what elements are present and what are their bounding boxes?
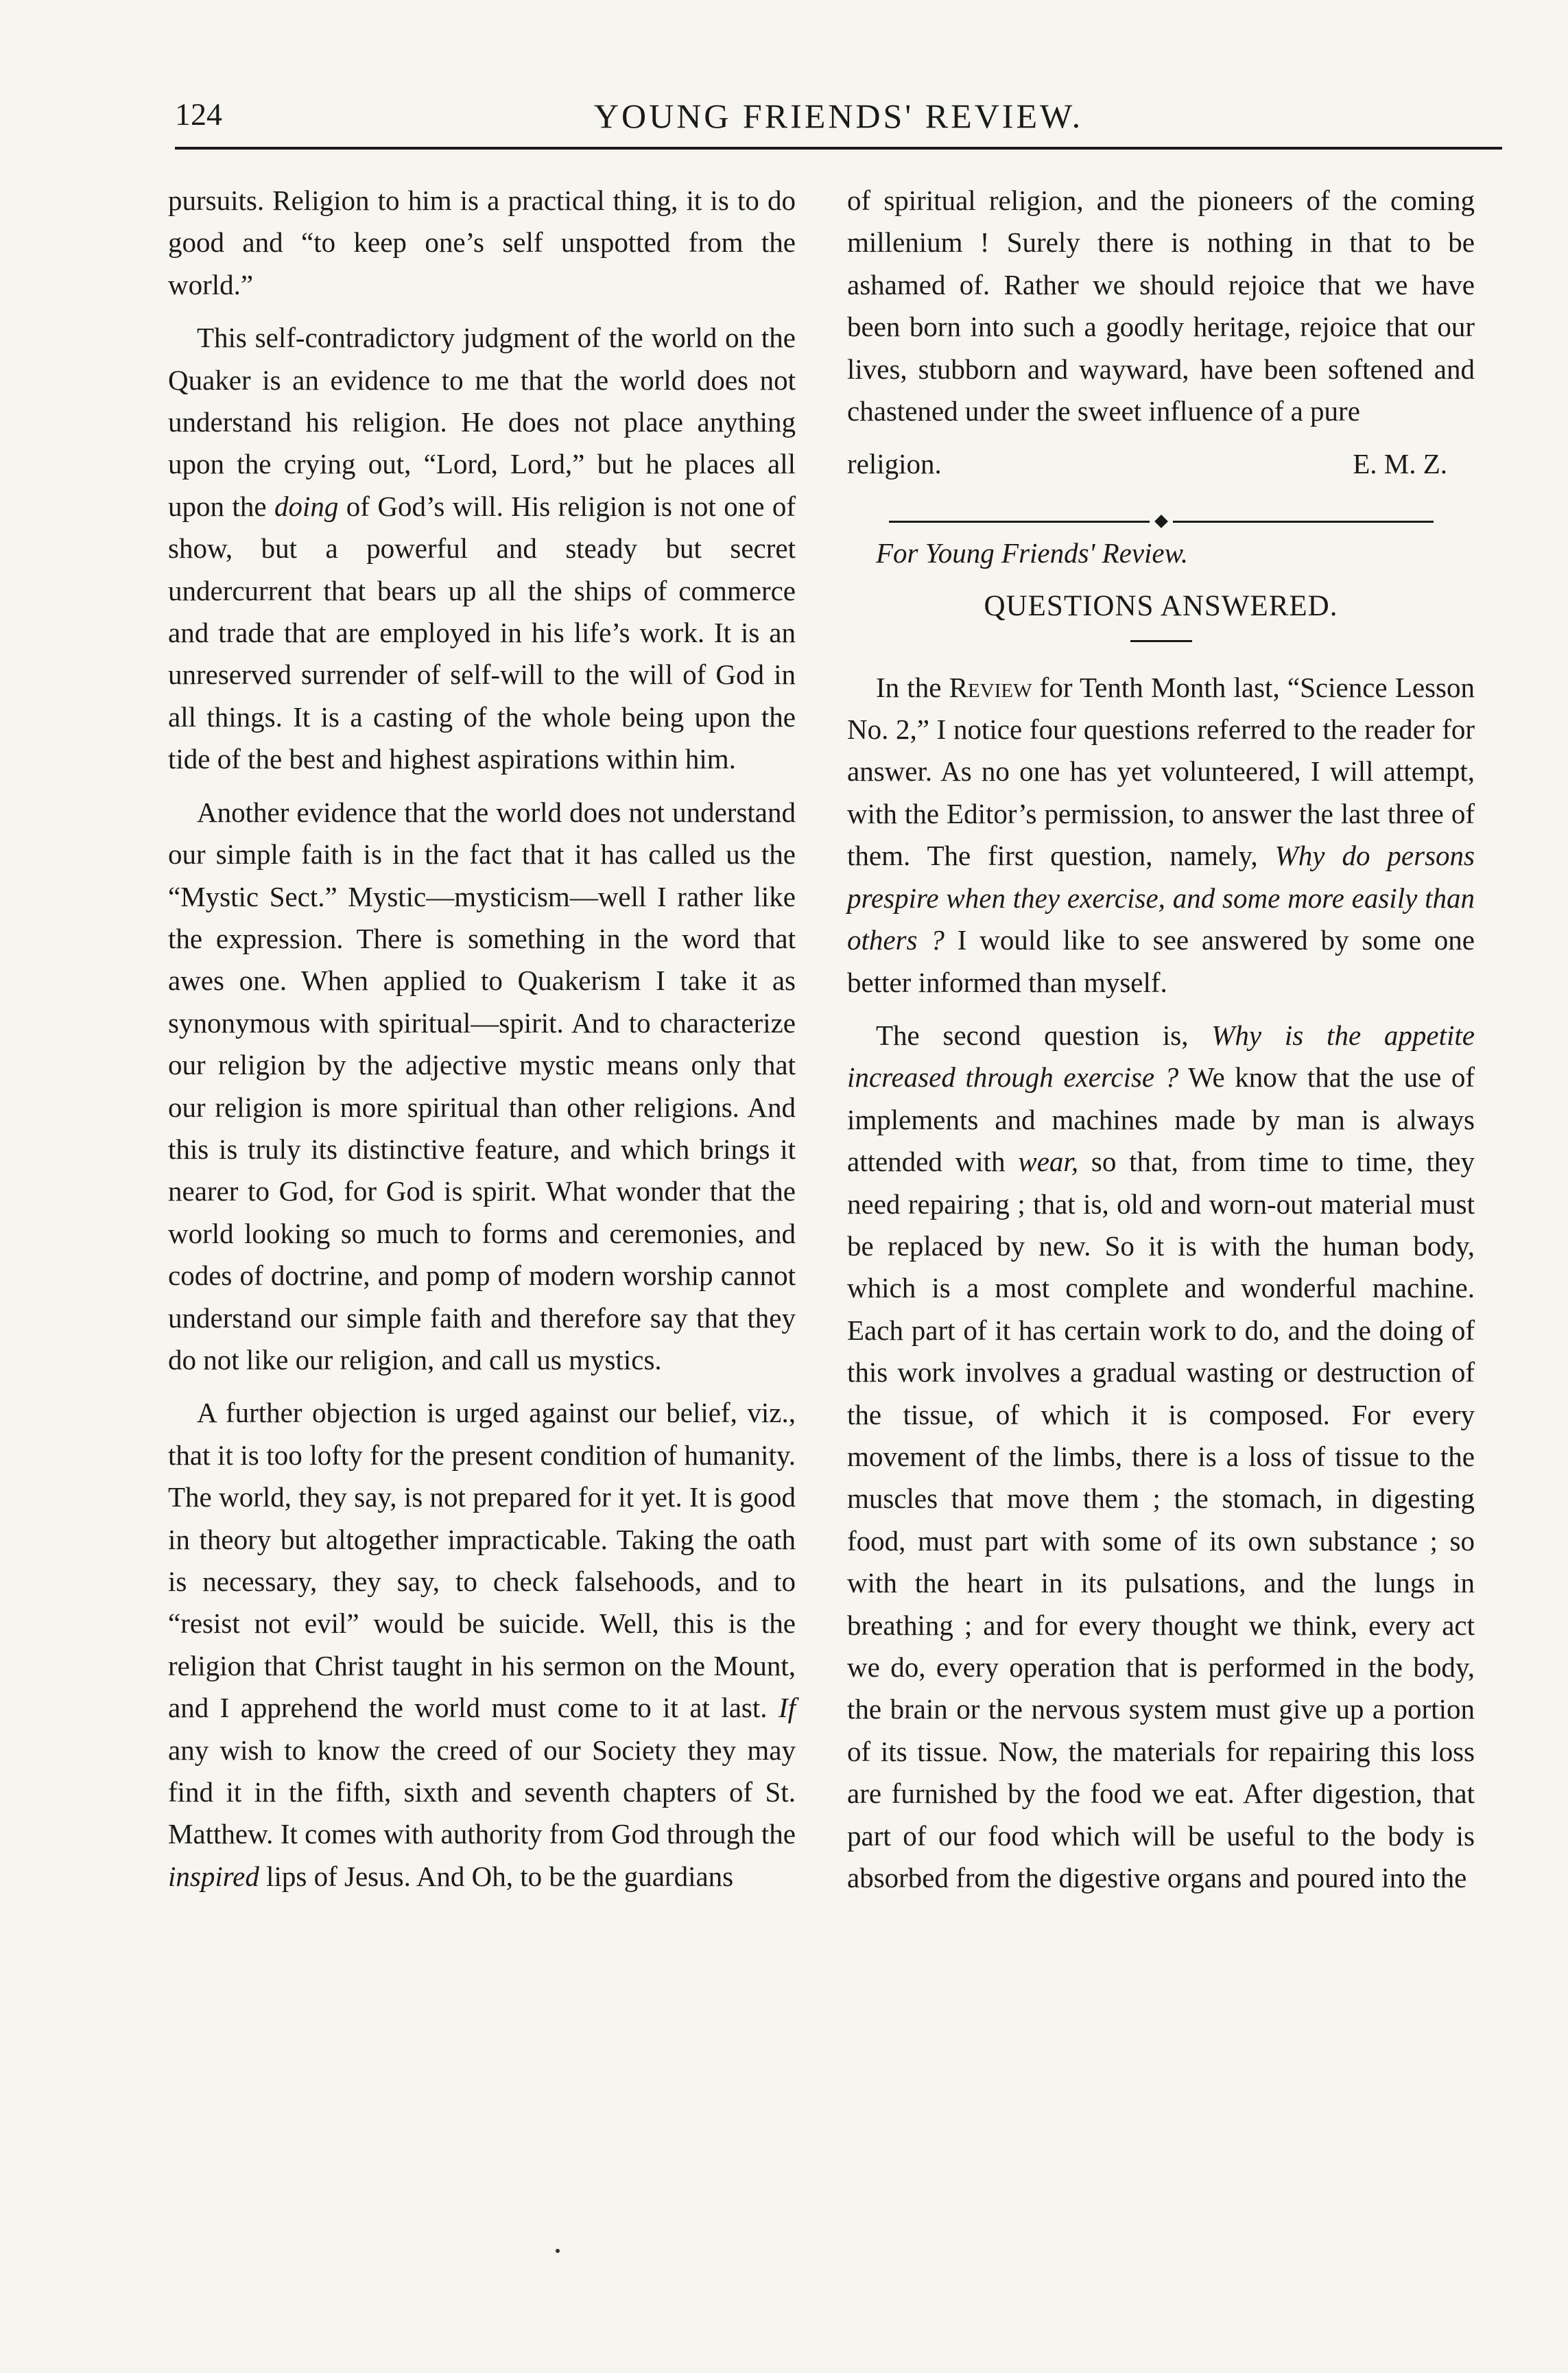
signature-line [847, 443, 1475, 485]
paragraph: of spiritual religion, and the pioneers of the coming millenium ! Surely there is nothing in that to be ashamed of. Rather we should rejoice that we have been born into such a goodly heritage, rejoice that our lives, stubborn and wayward, have been softened and chastened under the sweet influence of a pure [847, 185, 1475, 427]
closing-word: religion. [847, 448, 942, 480]
ornament-icon [1154, 515, 1168, 529]
article-byline: For Young Friends' Review. [876, 536, 1189, 569]
paragraph: This self-contradictory judgment of the world on the Quaker is an evidence to me that the world does not understand his religion. He does not place anything upon the crying out, “Lord, Lord,” but he places all upon the doing of God’s will. His religion is not one of show, but a powerful and steady but secret undercurrent that bears up all the ships of commerce and trade that are employed in his life’s work. It is an unreserved surrender of self-will to the will of God in all things. It is a casting of the whole being upon the tide of the best and highest aspirations within him. [168, 322, 796, 775]
header-rule [175, 147, 1502, 150]
paragraph: In the Review for Tenth Month last, “Science Lesson No. 2,” I notice four questions referred to the reader for answer. As no one has yet volunteered, I will attempt, with the Editor’s permission, to answer the last three of them. The first question, namely, Why do persons prespire when they exercise, and some more easily than others ? I would like to see answered by some one better informed than myself. [847, 671, 1475, 998]
page-number: 124 [175, 97, 222, 132]
author-signature: E. M. Z. [1353, 448, 1447, 480]
printer-mark [556, 2249, 560, 2253]
section-divider [847, 498, 1475, 512]
page-header [175, 91, 1502, 145]
right-column [847, 180, 1475, 1910]
running-head: YOUNG FRIENDS' REVIEW. [593, 97, 1084, 135]
title-rule [1130, 640, 1192, 642]
paragraph: The second question is, Why is the appetite increased through exercise ? We know that the use of implements and machines made by man is always attended with wear, so that, from time to time, they need repairing ; that is, old and worn-out material must be replaced by new. So it is with the human body, which is a most complete and wonderful machine. Each part of it has certain work to do, and the doing of this work involves a gradual wasting or destruction of the tissue, of which it is composed. For every movement of the limbs, there is a loss of tissue to the muscles that move them ; the stomach, in digesting food, must part with some of its own substance ; so with the heart in its pulsations, and the lungs in breathing ; and for every thought we think, every act we do, every operation that is performed in the body, the brain or the nervous system must give up a portion of its tissue. Now, the materials for repairing this loss are furnished by the food we eat. After digestion, that part of our food which will be useful to the body is absorbed from the digestive organs and poured into the [847, 1019, 1475, 1894]
paragraph: Another evidence that the world does not understand our simple faith is in the fact that it has called us the “Mystic Sect.” Mystic—mysticism—well I rather like the expression. There is something in the word that awes one. When applied to Quakerism I take it as synonymous with spiritual—spirit. And to characterize our religion by the adjective mystic means only that our religion is more spiritual than other religions. And this is truly its distinctive feature, and which brings it nearer to God, for God is spirit. What wonder that the world looking so much to forms and ceremonies, and codes of doctrine, and pomp of modern worship cannot understand our simple faith and therefore say that they do not like our religion, and call us mystics. [168, 796, 796, 1376]
paragraph: A further objection is urged against our belief, viz., that it is too lofty for the present condition of humanity. The world, they say, is not prepared for it yet. It is good in theory but altogether impracticable. Taking the oath is necessary, they say, to check falsehoods, and to “resist not evil” would be suicide. Well, this is the religion that Christ taught in his sermon on the Mount, and I apprehend the world must come to it at last. If any wish to know the creed of our Society they may find it in the fifth, sixth and seventh chapters of St. Matthew. It comes with authority from God through the inspired lips of Jesus. And Oh, to be the guardians [168, 1397, 796, 1892]
paragraph: pursuits. Religion to him is a practical thing, it is to do good and “to keep one’s self unspotted from the world.” [168, 185, 796, 300]
article-title: QUESTIONS ANSWERED. [984, 590, 1338, 623]
left-column [168, 180, 796, 1909]
